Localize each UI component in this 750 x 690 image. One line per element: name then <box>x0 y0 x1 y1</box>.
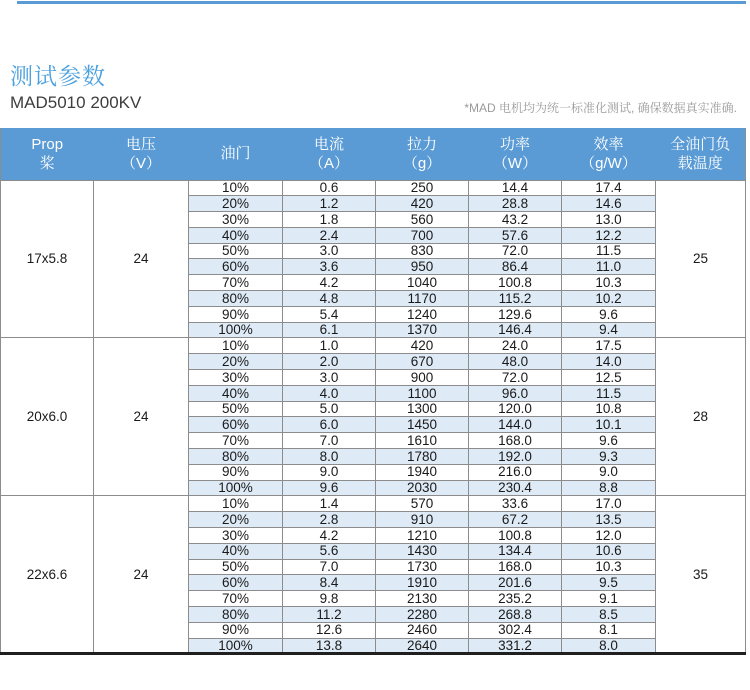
temp-cell: 25 <box>656 180 746 338</box>
throttle-cell: 100% <box>189 480 283 496</box>
current-cell: 5.0 <box>283 401 376 417</box>
throttle-cell: 10% <box>189 496 283 512</box>
voltage-cell: 24 <box>94 496 189 654</box>
efficiency-cell: 17.5 <box>562 338 656 354</box>
motor-model-subtitle: MAD5010 200KV <box>10 93 142 112</box>
temp-cell: 35 <box>656 496 746 654</box>
current-cell: 1.0 <box>283 338 376 354</box>
current-cell: 5.4 <box>283 306 376 322</box>
throttle-cell: 50% <box>189 243 283 259</box>
current-cell: 5.6 <box>283 543 376 559</box>
current-cell: 8.4 <box>283 575 376 591</box>
efficiency-cell: 14.0 <box>562 354 656 370</box>
throttle-cell: 30% <box>189 212 283 228</box>
throttle-cell: 80% <box>189 291 283 307</box>
efficiency-cell: 11.0 <box>562 259 656 275</box>
efficiency-cell: 10.6 <box>562 543 656 559</box>
efficiency-cell: 13.0 <box>562 212 656 228</box>
throttle-cell: 50% <box>189 559 283 575</box>
power-cell: 216.0 <box>469 464 562 480</box>
power-cell: 72.0 <box>469 370 562 386</box>
thrust-cell: 250 <box>376 180 469 196</box>
thrust-cell: 420 <box>376 196 469 212</box>
prop-cell: 20x6.0 <box>1 338 94 496</box>
thrust-cell: 2030 <box>376 480 469 496</box>
throttle-cell: 70% <box>189 275 283 291</box>
power-cell: 134.4 <box>469 543 562 559</box>
thrust-cell: 1040 <box>376 275 469 291</box>
thrust-cell: 1780 <box>376 449 469 465</box>
thrust-cell: 1450 <box>376 417 469 433</box>
thrust-cell: 2130 <box>376 591 469 607</box>
power-cell: 129.6 <box>469 306 562 322</box>
power-cell: 14.4 <box>469 180 562 196</box>
current-cell: 7.0 <box>283 433 376 449</box>
efficiency-cell: 10.1 <box>562 417 656 433</box>
throttle-cell: 10% <box>189 180 283 196</box>
thrust-cell: 560 <box>376 212 469 228</box>
thrust-cell: 1100 <box>376 385 469 401</box>
throttle-cell: 20% <box>189 196 283 212</box>
power-cell: 168.0 <box>469 433 562 449</box>
efficiency-cell: 9.0 <box>562 464 656 480</box>
throttle-cell: 80% <box>189 607 283 623</box>
power-cell: 235.2 <box>469 591 562 607</box>
current-cell: 8.0 <box>283 449 376 465</box>
header-current: 电流 （A） <box>283 128 376 180</box>
power-cell: 100.8 <box>469 528 562 544</box>
data-row-22x6.6-10% <box>1 496 746 512</box>
thrust-cell: 1610 <box>376 433 469 449</box>
efficiency-cell: 17.0 <box>562 496 656 512</box>
current-cell: 6.0 <box>283 417 376 433</box>
current-cell: 1.2 <box>283 196 376 212</box>
header-power: 功率 （W） <box>469 128 562 180</box>
power-cell: 28.8 <box>469 196 562 212</box>
current-cell: 3.6 <box>283 259 376 275</box>
voltage-cell: 24 <box>94 338 189 496</box>
thrust-cell: 2640 <box>376 638 469 654</box>
throttle-cell: 80% <box>189 449 283 465</box>
current-cell: 11.2 <box>283 607 376 623</box>
throttle-cell: 40% <box>189 385 283 401</box>
throttle-cell: 20% <box>189 512 283 528</box>
throttle-cell: 30% <box>189 528 283 544</box>
accent-top-bar <box>17 1 746 4</box>
thrust-cell: 420 <box>376 338 469 354</box>
current-cell: 9.6 <box>283 480 376 496</box>
current-cell: 4.8 <box>283 291 376 307</box>
header-thrust: 拉力 （g） <box>376 128 469 180</box>
thrust-cell: 900 <box>376 370 469 386</box>
throttle-cell: 30% <box>189 370 283 386</box>
efficiency-cell: 8.1 <box>562 622 656 638</box>
header-prop: Prop 桨 <box>1 128 94 180</box>
current-cell: 1.4 <box>283 496 376 512</box>
thrust-cell: 2280 <box>376 607 469 623</box>
thrust-cell: 670 <box>376 354 469 370</box>
thrust-cell: 910 <box>376 512 469 528</box>
header-throttle: 油门 <box>189 128 283 180</box>
current-cell: 12.6 <box>283 622 376 638</box>
throttle-cell: 10% <box>189 338 283 354</box>
thrust-cell: 2460 <box>376 622 469 638</box>
thrust-cell: 950 <box>376 259 469 275</box>
efficiency-cell: 12.5 <box>562 370 656 386</box>
throttle-cell: 90% <box>189 464 283 480</box>
efficiency-cell: 12.2 <box>562 227 656 243</box>
efficiency-cell: 10.3 <box>562 275 656 291</box>
thrust-cell: 830 <box>376 243 469 259</box>
current-cell: 3.0 <box>283 370 376 386</box>
throttle-cell: 60% <box>189 259 283 275</box>
power-cell: 57.6 <box>469 227 562 243</box>
throttle-cell: 100% <box>189 322 283 338</box>
throttle-cell: 60% <box>189 417 283 433</box>
efficiency-cell: 8.0 <box>562 638 656 654</box>
power-cell: 144.0 <box>469 417 562 433</box>
throttle-cell: 90% <box>189 306 283 322</box>
current-cell: 4.0 <box>283 385 376 401</box>
efficiency-cell: 10.3 <box>562 559 656 575</box>
power-cell: 268.8 <box>469 607 562 623</box>
thrust-cell: 1910 <box>376 575 469 591</box>
temp-cell: 28 <box>656 338 746 496</box>
throttle-cell: 40% <box>189 543 283 559</box>
prop-cell: 17x5.8 <box>1 180 94 338</box>
power-cell: 168.0 <box>469 559 562 575</box>
efficiency-cell: 9.4 <box>562 322 656 338</box>
table-body <box>1 180 746 654</box>
current-cell: 2.8 <box>283 512 376 528</box>
throttle-cell: 70% <box>189 591 283 607</box>
throttle-cell: 40% <box>189 227 283 243</box>
power-cell: 48.0 <box>469 354 562 370</box>
throttle-cell: 50% <box>189 401 283 417</box>
power-cell: 43.2 <box>469 212 562 228</box>
thrust-cell: 1170 <box>376 291 469 307</box>
data-row-17x5.8-10% <box>1 180 746 196</box>
power-cell: 86.4 <box>469 259 562 275</box>
test-parameters-table <box>0 128 746 655</box>
power-cell: 100.8 <box>469 275 562 291</box>
power-cell: 192.0 <box>469 449 562 465</box>
efficiency-cell: 8.5 <box>562 607 656 623</box>
efficiency-cell: 12.0 <box>562 528 656 544</box>
efficiency-cell: 9.1 <box>562 591 656 607</box>
header-efficiency: 效率 （g/W） <box>562 128 656 180</box>
power-cell: 146.4 <box>469 322 562 338</box>
test-disclaimer-note: *MAD 电机均为统一标准化测试, 确保数据真实准确. <box>464 101 737 115</box>
header-full-throttle-temp: 全油门负 载温度 <box>656 128 746 180</box>
thrust-cell: 1370 <box>376 322 469 338</box>
efficiency-cell: 11.5 <box>562 385 656 401</box>
power-cell: 201.6 <box>469 575 562 591</box>
thrust-cell: 570 <box>376 496 469 512</box>
current-cell: 1.8 <box>283 212 376 228</box>
efficiency-cell: 9.3 <box>562 449 656 465</box>
efficiency-cell: 8.8 <box>562 480 656 496</box>
power-cell: 302.4 <box>469 622 562 638</box>
thrust-cell: 1430 <box>376 543 469 559</box>
table-header-row <box>1 128 746 180</box>
current-cell: 9.0 <box>283 464 376 480</box>
thrust-cell: 1210 <box>376 528 469 544</box>
efficiency-cell: 10.2 <box>562 291 656 307</box>
thrust-cell: 1940 <box>376 464 469 480</box>
efficiency-cell: 10.8 <box>562 401 656 417</box>
efficiency-cell: 13.5 <box>562 512 656 528</box>
current-cell: 9.8 <box>283 591 376 607</box>
power-cell: 67.2 <box>469 512 562 528</box>
thrust-cell: 1730 <box>376 559 469 575</box>
current-cell: 13.8 <box>283 638 376 654</box>
power-cell: 72.0 <box>469 243 562 259</box>
header-voltage: 电压 （V） <box>94 128 189 180</box>
efficiency-cell: 17.4 <box>562 180 656 196</box>
efficiency-cell: 9.6 <box>562 433 656 449</box>
efficiency-cell: 14.6 <box>562 196 656 212</box>
current-cell: 4.2 <box>283 275 376 291</box>
efficiency-cell: 9.5 <box>562 575 656 591</box>
voltage-cell: 24 <box>94 180 189 338</box>
prop-cell: 22x6.6 <box>1 496 94 654</box>
throttle-cell: 90% <box>189 622 283 638</box>
efficiency-cell: 9.6 <box>562 306 656 322</box>
thrust-cell: 1240 <box>376 306 469 322</box>
power-cell: 96.0 <box>469 385 562 401</box>
page-title: 测试参数 <box>10 63 106 89</box>
data-row-20x6.0-10% <box>1 338 746 354</box>
throttle-cell: 20% <box>189 354 283 370</box>
current-cell: 7.0 <box>283 559 376 575</box>
current-cell: 2.0 <box>283 354 376 370</box>
power-cell: 115.2 <box>469 291 562 307</box>
throttle-cell: 60% <box>189 575 283 591</box>
current-cell: 2.4 <box>283 227 376 243</box>
power-cell: 33.6 <box>469 496 562 512</box>
current-cell: 0.6 <box>283 180 376 196</box>
power-cell: 120.0 <box>469 401 562 417</box>
power-cell: 24.0 <box>469 338 562 354</box>
throttle-cell: 70% <box>189 433 283 449</box>
current-cell: 3.0 <box>283 243 376 259</box>
thrust-cell: 700 <box>376 227 469 243</box>
current-cell: 6.1 <box>283 322 376 338</box>
power-cell: 331.2 <box>469 638 562 654</box>
throttle-cell: 100% <box>189 638 283 654</box>
thrust-cell: 1300 <box>376 401 469 417</box>
efficiency-cell: 11.5 <box>562 243 656 259</box>
current-cell: 4.2 <box>283 528 376 544</box>
power-cell: 230.4 <box>469 480 562 496</box>
